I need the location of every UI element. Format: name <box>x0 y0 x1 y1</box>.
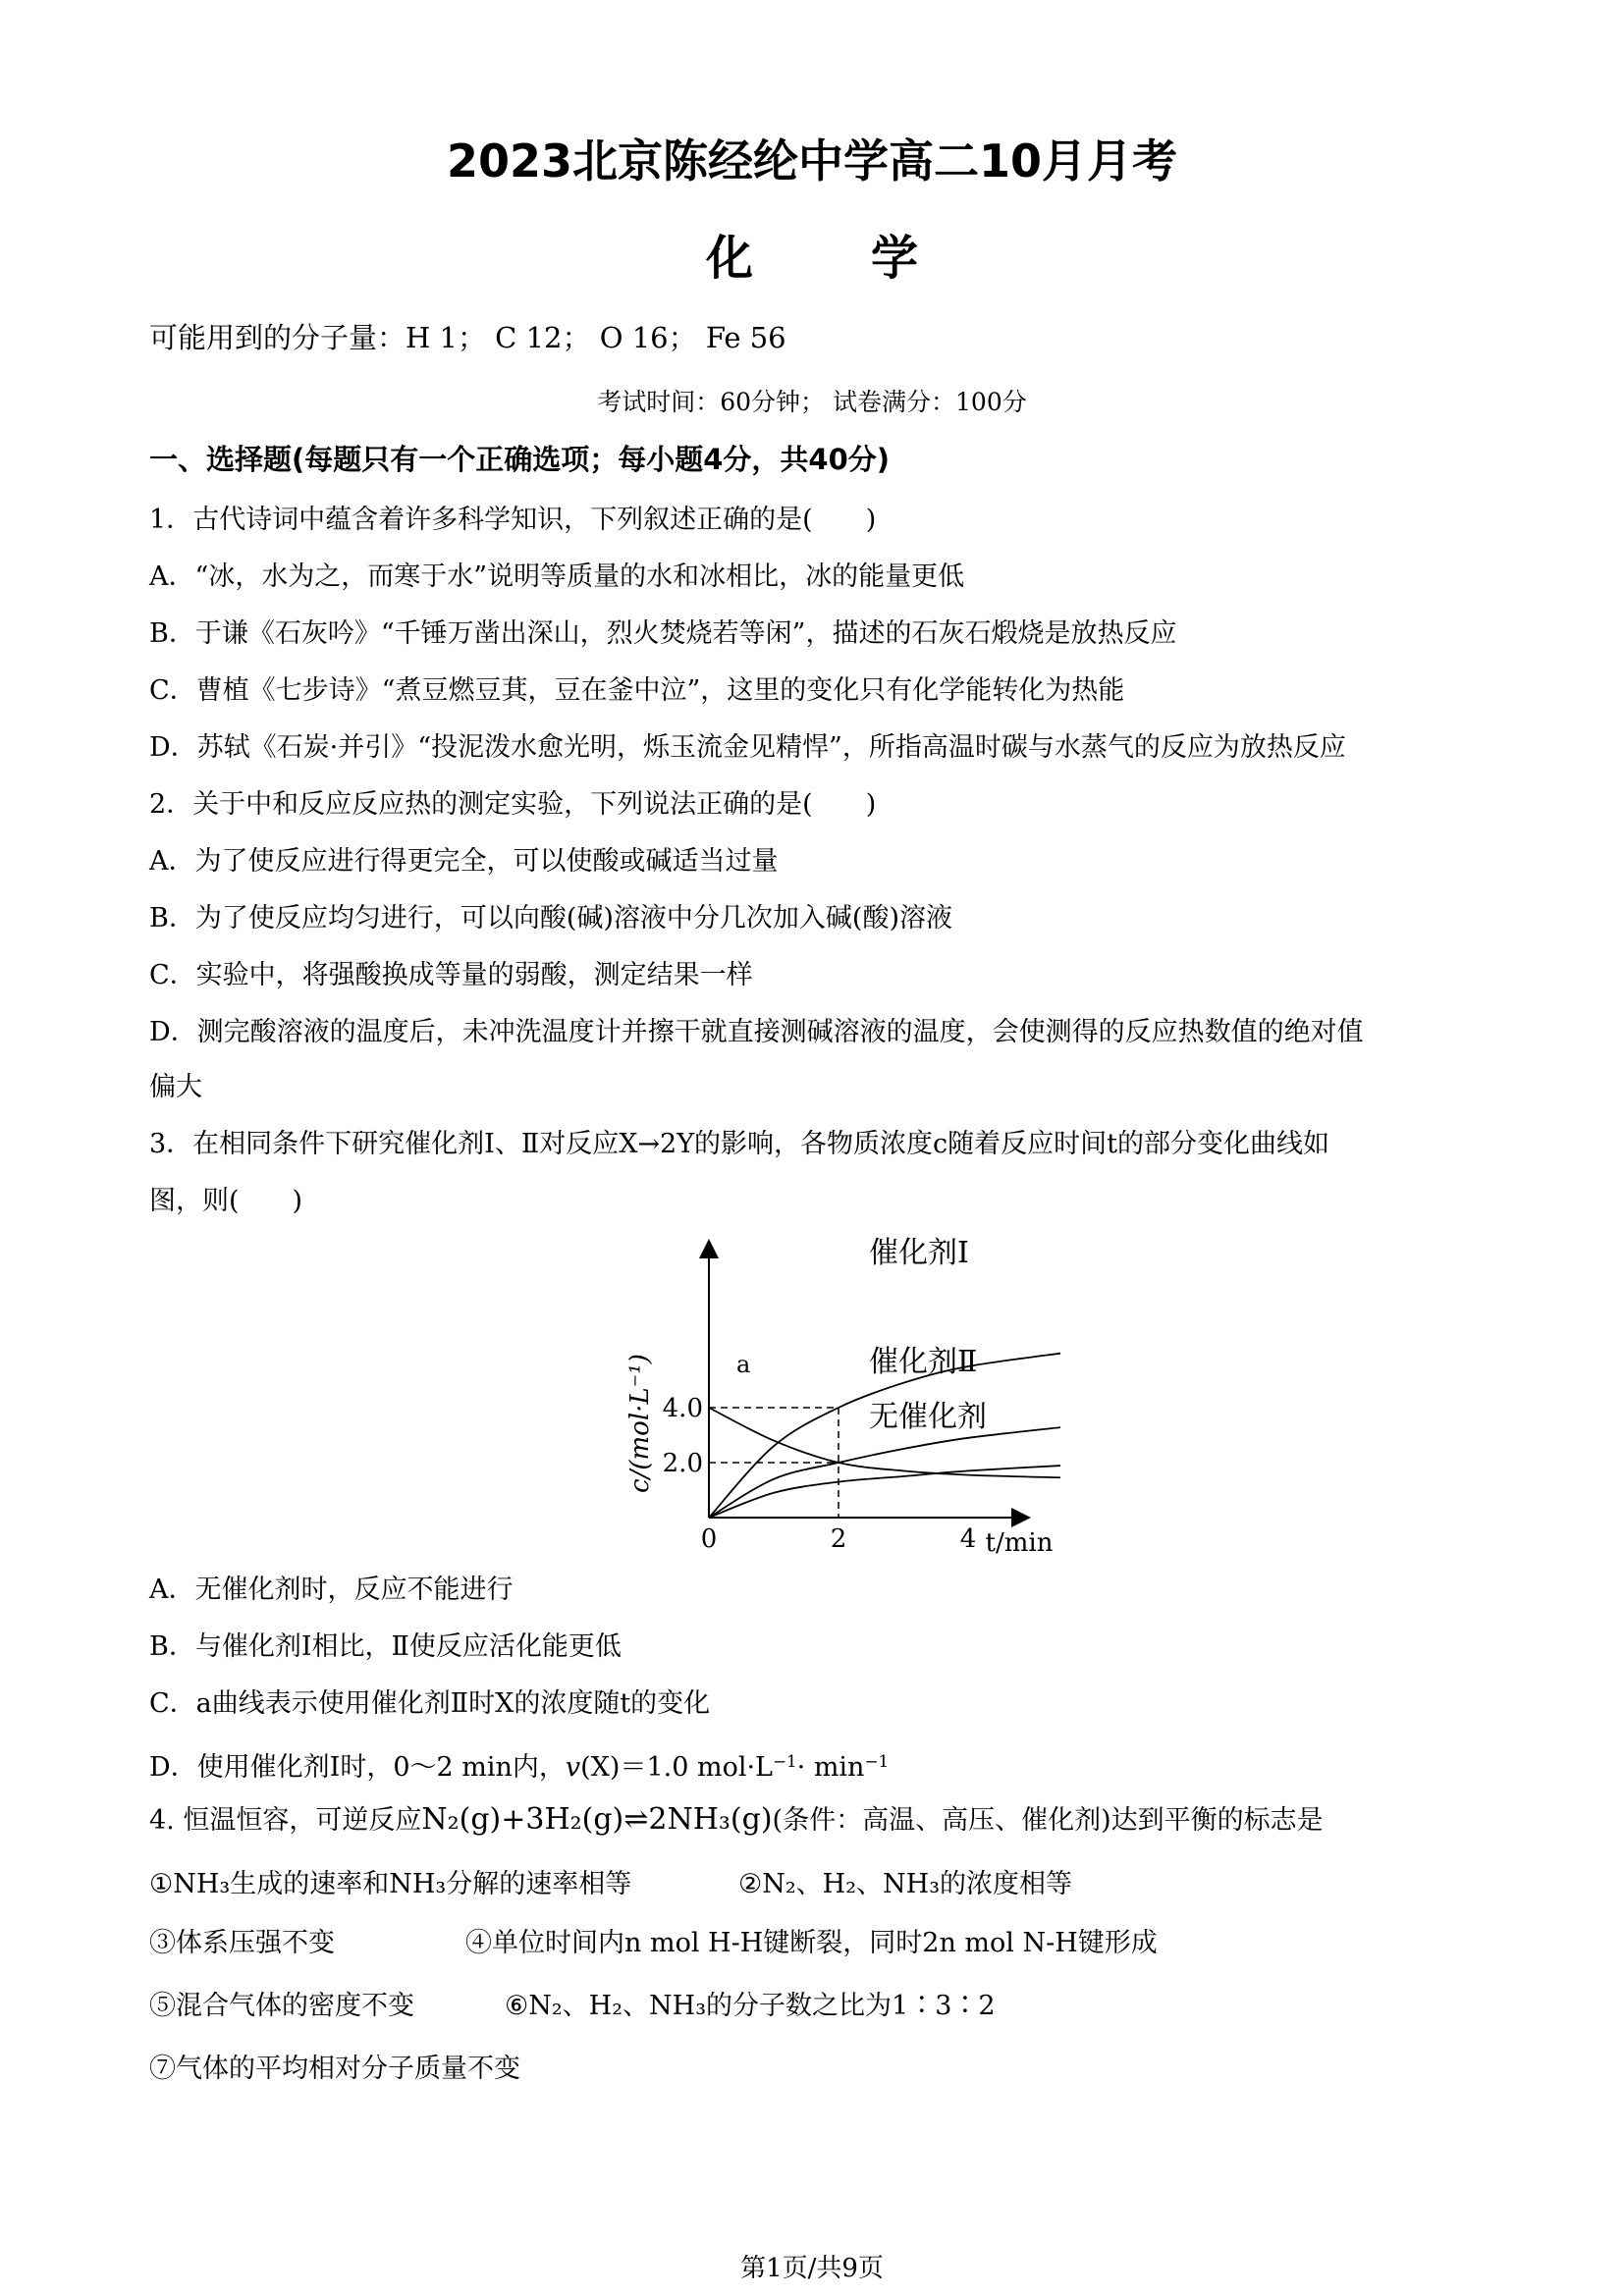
q3-stem-cont: 图，则( ) <box>149 1186 303 1216</box>
exam-info: 考试时间：60分钟； 试卷满分：100分 <box>597 388 1027 416</box>
q3-stem: 3．在相同条件下研究催化剂Ⅰ、Ⅱ对反应X→2Y的影响，各物质浓度c随着反应时间t的部分变化曲线如 <box>149 1129 1330 1159</box>
subject-title <box>0 220 1624 288</box>
q4-option-6: ⑥N₂、H₂、NH₃的分子数之比为1∶3∶2 <box>505 1991 996 2021</box>
curve-1 <box>709 1427 1060 1518</box>
y-tick-2: 2.0 <box>662 1449 703 1478</box>
label-catalyst-2: 催化剂Ⅱ <box>869 1345 978 1379</box>
label-catalyst-1: 催化剂Ⅰ <box>869 1236 969 1270</box>
subject-char-1: 化 <box>705 231 753 286</box>
q4-equation: N₂(g)+3H₂(g)⇌2NH₃(g) <box>421 1802 773 1837</box>
x-axis-label: t/min <box>985 1528 1054 1558</box>
q3-option-b: B．与催化剂Ⅰ相比，Ⅱ使反应活化能更低 <box>149 1631 622 1662</box>
q3-option-c: C．a曲线表示使用催化剂Ⅱ时X的浓度随t的变化 <box>149 1688 711 1719</box>
q1-option-a: A．“冰，水为之，而寒于水”说明等质量的水和冰相比，冰的能量更低 <box>149 561 965 592</box>
q4-option-1: ①NH₃生成的速率和NH₃分解的速率相等 <box>149 1869 632 1899</box>
series-labels <box>736 1236 987 1434</box>
q3-d-text-3: · min <box>796 1752 865 1784</box>
q4-option-3: ③体系压强不变 <box>149 1928 335 1958</box>
label-no-catalyst: 无催化剂 <box>869 1400 987 1434</box>
q3-option-d <box>149 1743 889 1786</box>
label-a: a <box>736 1351 751 1378</box>
x-tick-0: 0 <box>700 1524 718 1554</box>
y-axis-label: c/(mol·L⁻¹) <box>625 1354 655 1493</box>
molar-masses: 可能用到的分子量：H 1； C 12； O 16； Fe 56 <box>149 321 786 354</box>
q4-stem-post: (条件：高温、高压、催化剂)达到平衡的标志是 <box>772 1805 1324 1836</box>
q2-option-b: B．为了使反应均匀进行，可以向酸(碱)溶液中分几次加入碱(酸)溶液 <box>149 903 952 934</box>
q2-option-c: C．实验中，将强酸换成等量的弱酸，测定结果一样 <box>149 960 753 990</box>
q3-d-sup-1: −1 <box>772 1751 797 1771</box>
x-tick-4: 4 <box>959 1524 977 1554</box>
page-footer: 第1页/共9页 <box>740 2254 884 2283</box>
q4-option-5: ⑤混合气体的密度不变 <box>149 1991 414 2021</box>
y-tick-4: 4.0 <box>662 1394 703 1423</box>
q3-option-a: A．无催化剂时，反应不能进行 <box>149 1575 514 1605</box>
q3-d-text-2: (X)＝1.0 mol·L <box>580 1752 773 1784</box>
q1-option-d: D．苏轼《石炭·并引》“投泥泼水愈光明，烁玉流金见精悍”，所指高温时碳与水蒸气的反应为放热反应 <box>149 732 1346 763</box>
q1-option-c: C．曹植《七步诗》“煮豆燃豆萁，豆在釜中泣”，这里的变化只有化学能转化为热能 <box>149 675 1125 706</box>
section-heading: 一、选择题(每题只有一个正确选项；每小题4分，共40分) <box>149 443 891 476</box>
curve-2 <box>709 1466 1060 1518</box>
q2-option-a: A．为了使反应进行得更完全，可以使酸或碱适当过量 <box>149 846 779 877</box>
subject-char-2: 学 <box>871 231 919 286</box>
guide-lines <box>709 1408 839 1518</box>
q4-stem-pre: 4. 恒温恒容，可逆反应 <box>149 1805 422 1836</box>
q3-d-text-1: D．使用催化剂Ⅰ时，0～2 min内， <box>149 1752 566 1784</box>
q1-stem: 1．古代诗词中蕴含着许多科学知识，下列叙述正确的是( ) <box>149 505 877 535</box>
page-title: 2023北京陈经纶中学高二10月月考 <box>446 134 1178 187</box>
q2-option-d: D．测完酸溶液的温度后，未冲洗温度计并擦干就直接测碱溶液的温度，会使测得的反应热数值的绝对值 <box>149 1017 1364 1047</box>
q4-option-7: ⑦气体的平均相对分子质量不变 <box>149 2054 520 2084</box>
q4-stem <box>149 1802 1324 1839</box>
q3-d-sup-2: −1 <box>864 1751 890 1771</box>
q1-option-b: B．于谦《石灰吟》“千锤万凿出深山，烈火焚烧若等闲”，描述的石灰石煅烧是放热反应 <box>149 618 1177 649</box>
q2-option-d-cont: 偏大 <box>149 1072 202 1102</box>
q3-d-v: v <box>565 1752 581 1784</box>
x-tick-2: 2 <box>830 1524 847 1554</box>
q4-option-4: ④单位时间内n mol H-H键断裂，同时2n mol N-H键形成 <box>465 1928 1158 1958</box>
q4-option-2: ②N₂、H₂、NH₃的浓度相等 <box>738 1869 1073 1899</box>
q2-stem: 2．关于中和反应反应热的测定实验，下列说法正确的是( ) <box>149 789 877 820</box>
concentration-time-chart <box>589 1227 1060 1561</box>
